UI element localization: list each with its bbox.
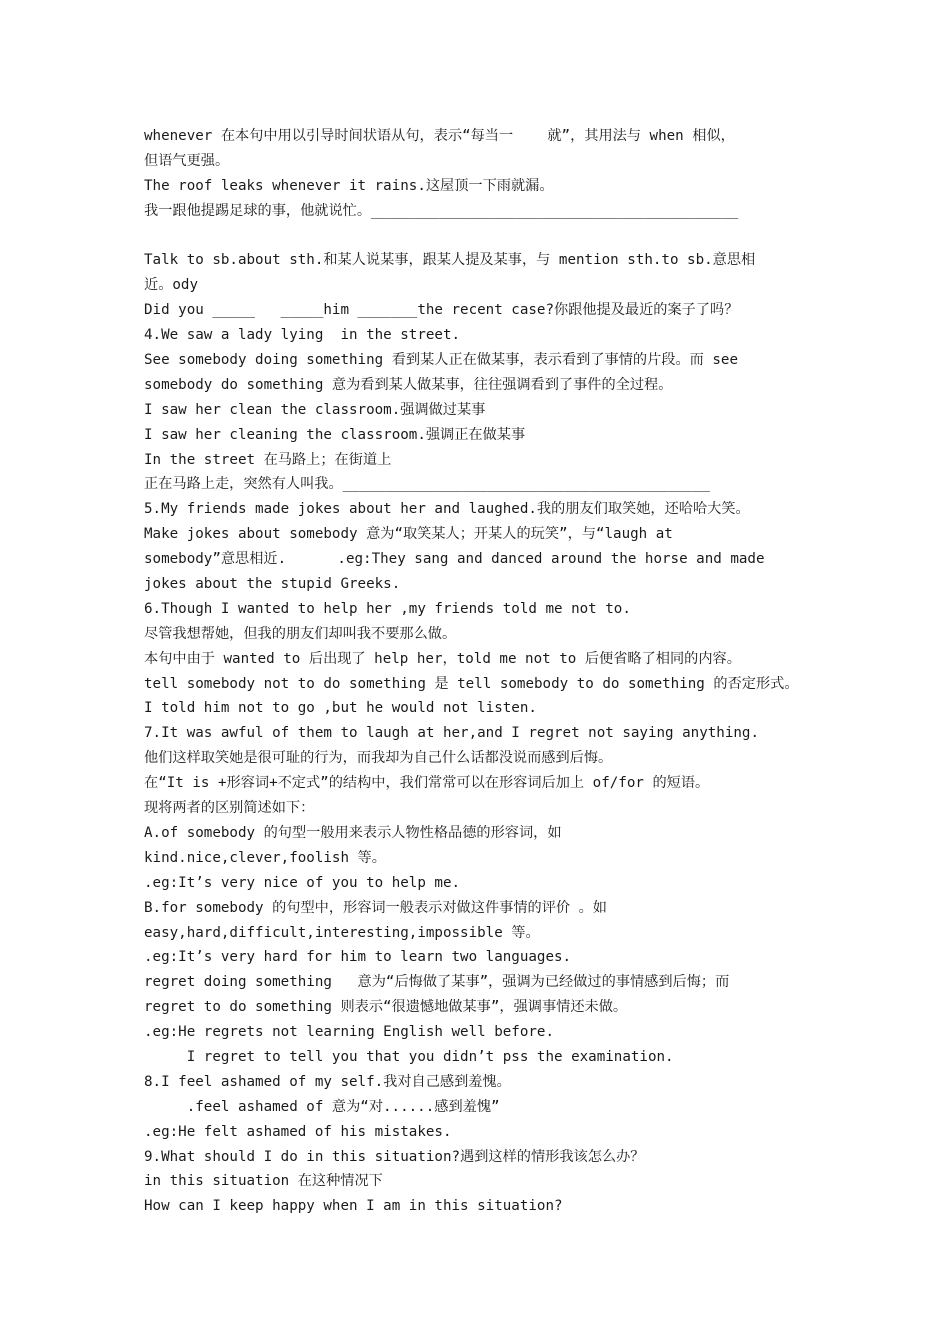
document-body xyxy=(144,124,824,1219)
text-line: in this situation 在这种情况下 xyxy=(144,1173,383,1190)
text-line: 但语气更强。 xyxy=(144,152,230,169)
example-line: I saw her clean the classroom.强调做过某事 xyxy=(144,401,486,418)
example-line: .eg:He felt ashamed of his mistakes. xyxy=(144,1123,452,1140)
text-line: The roof leaks whenever it rains.这屋顶一下雨就漏。 xyxy=(144,177,554,194)
exercise-line: Did you _____ _____him _______the recent case?你跟他提及最近的案子了吗？ xyxy=(144,302,739,319)
text-line: 他们这样取笑她是很可耻的行为，而我却为自己什么话都没说而感到后悔。 xyxy=(144,750,613,767)
example-line: .eg:It’s very nice of you to help me. xyxy=(144,874,461,891)
text-line: B.for somebody 的句型中，形容词一般表示对做这件事情的评价 。如 xyxy=(144,899,607,916)
sentence-heading: 6.Though I wanted to help her ,my friends told me not to. xyxy=(144,600,631,617)
text-line: easy,hard,difficult,interesting,impossible 等。 xyxy=(144,924,540,941)
text-line: regret doing something 意为“后悔做了某事”，强调为已经做过的事情感到后悔；而 xyxy=(144,974,730,991)
text-line: In the street 在马路上；在街道上 xyxy=(144,451,392,468)
text-line: See somebody doing something 看到某人正在做某事，表示看到了事情的片段。而 see xyxy=(144,352,738,369)
text-line: somebody do something 意为看到某人做某事，往往强调看到了事件的全过程。 xyxy=(144,376,673,393)
text-line: tell somebody not to do something 是 tell somebody to do something 的否定形式。 xyxy=(144,675,799,692)
text-line: kind.nice,clever,foolish 等。 xyxy=(144,849,386,866)
example-line: .eg:It’s very hard for him to learn two languages. xyxy=(144,949,572,966)
text-line: 近。ody xyxy=(144,277,198,294)
sentence-heading: 7.It was awful of them to laugh at her,and I regret not saying anything. xyxy=(144,725,759,742)
exercise-line: 正在马路上走，突然有人叫我。___________________________________________ xyxy=(144,476,710,493)
sentence-heading: 4.We saw a lady lying in the street. xyxy=(144,327,461,344)
example-line: How can I keep happy when I am in this situation? xyxy=(144,1198,563,1215)
text-line: whenever 在本句中用以引导时间状语从句，表示“每当一 就”，其用法与 when 相似， xyxy=(144,128,735,144)
example-line: I told him not to go ,but he would not listen. xyxy=(144,700,537,717)
text-line: 在“It is +形容词+不定式”的结构中，我们常常可以在形容词后加上 of/for 的短语。 xyxy=(144,775,710,792)
text-line: jokes about the stupid Greeks. xyxy=(144,576,401,593)
example-line: .eg:He regrets not learning English well before. xyxy=(144,1024,554,1041)
exercise-line: 我一跟他提踢足球的事，他就说忙。___________________________________________ xyxy=(144,202,739,219)
text-line: 尽管我想帮她，但我的朋友们却叫我不要那么做。 xyxy=(144,625,457,642)
text-line: Make jokes about somebody 意为“取笑某人；开某人的玩笑”，与“laugh at xyxy=(144,526,673,543)
text-line: 本句中由于 wanted to 后出现了 help her，told me not to 后便省略了相同的内容。 xyxy=(144,650,741,667)
example-line: I saw her cleaning the classroom.强调正在做某事 xyxy=(144,426,526,443)
sentence-heading: 9.What should I do in this situation?遇到这样的情形我该怎么办？ xyxy=(144,1148,645,1165)
text-line: A.of somebody 的句型一般用来表示人物性格品德的形容词，如 xyxy=(144,824,562,841)
example-line: I regret to tell you that you didn’t pss the examination. xyxy=(144,1048,674,1065)
sentence-heading: 8.I feel ashamed of my self.我对自己感到羞愧。 xyxy=(144,1073,511,1090)
text-line: somebody”意思相近. .eg:They sang and danced around the horse and made xyxy=(144,551,765,568)
text-line: 现将两者的区别简述如下： xyxy=(144,800,315,817)
text-line: .feel ashamed of 意为“对......感到羞愧” xyxy=(144,1098,500,1115)
sentence-heading: 5.My friends made jokes about her and laughed.我的朋友们取笑她，还哈哈大笑。 xyxy=(144,501,750,518)
blank-line xyxy=(144,224,824,249)
text-line: Talk to sb.about sth.和某人说某事，跟某人提及某事，与 mention sth.to sb.意思相 xyxy=(144,252,756,269)
text-line: regret to do something 则表示“很遗憾地做某事”，强调事情还未做。 xyxy=(144,999,628,1016)
